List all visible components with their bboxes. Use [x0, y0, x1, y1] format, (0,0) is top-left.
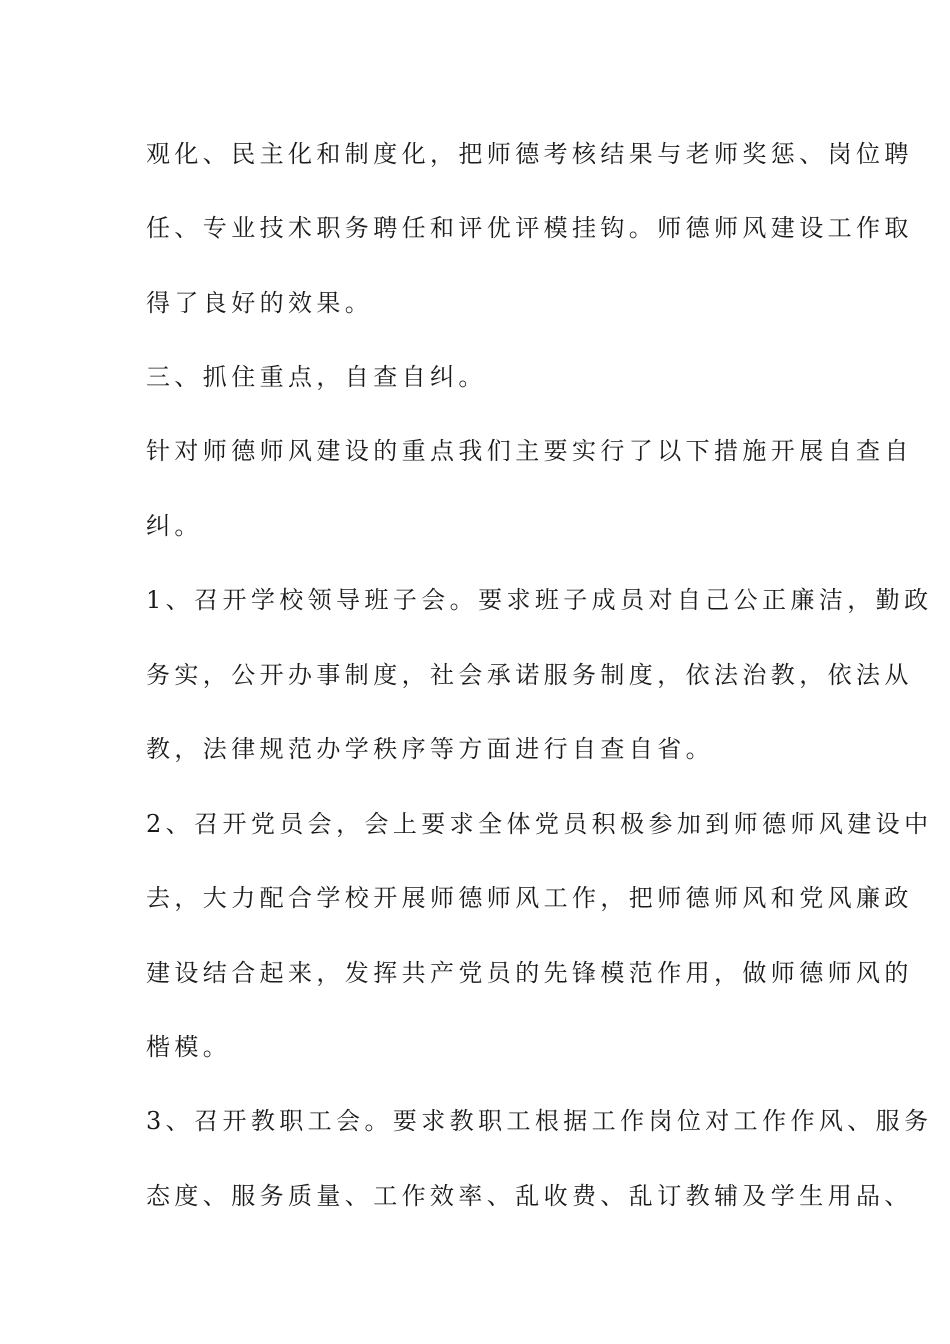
list-item-2-line: 建设结合起来，发挥共产党员的先锋模范作用，做师德师风的: [146, 959, 913, 987]
text-line: 得了良好的效果。: [146, 289, 374, 317]
text-line: 纠。: [146, 512, 203, 540]
list-item-3-line: 态度、服务质量、工作效率、乱收费、乱订教辅及学生用品、: [146, 1182, 913, 1210]
text-line: 任、专业技术职务聘任和评优评模挂钩。师德师风建设工作取: [146, 214, 913, 242]
section-heading: 三、抓住重点，自查自纠。: [146, 363, 487, 391]
list-item-1-line: 教，法律规范办学秩序等方面进行自查自省。: [146, 735, 714, 763]
list-item-3-line: 3、召开教职工会。要求教职工根据工作岗位对工作作风、服务: [146, 1107, 933, 1135]
list-item-2-line: 去，大力配合学校开展师德师风工作，把师德师风和党风廉政: [146, 884, 913, 912]
text-line: 观化、民主化和制度化，把师德考核结果与老师奖惩、岗位聘: [146, 140, 913, 168]
text-line: 针对师德师风建设的重点我们主要实行了以下措施开展自查自: [146, 437, 913, 465]
list-item-2-line: 楷模。: [146, 1033, 232, 1061]
list-item-1-line: 1、召开学校领导班子会。要求班子成员对自己公正廉洁，勤政: [146, 586, 933, 614]
list-item-1-line: 务实，公开办事制度，社会承诺服务制度，依法治教，依法从: [146, 661, 913, 689]
list-item-2-line: 2、召开党员会，会上要求全体党员积极参加到师德师风建设中: [146, 810, 933, 838]
